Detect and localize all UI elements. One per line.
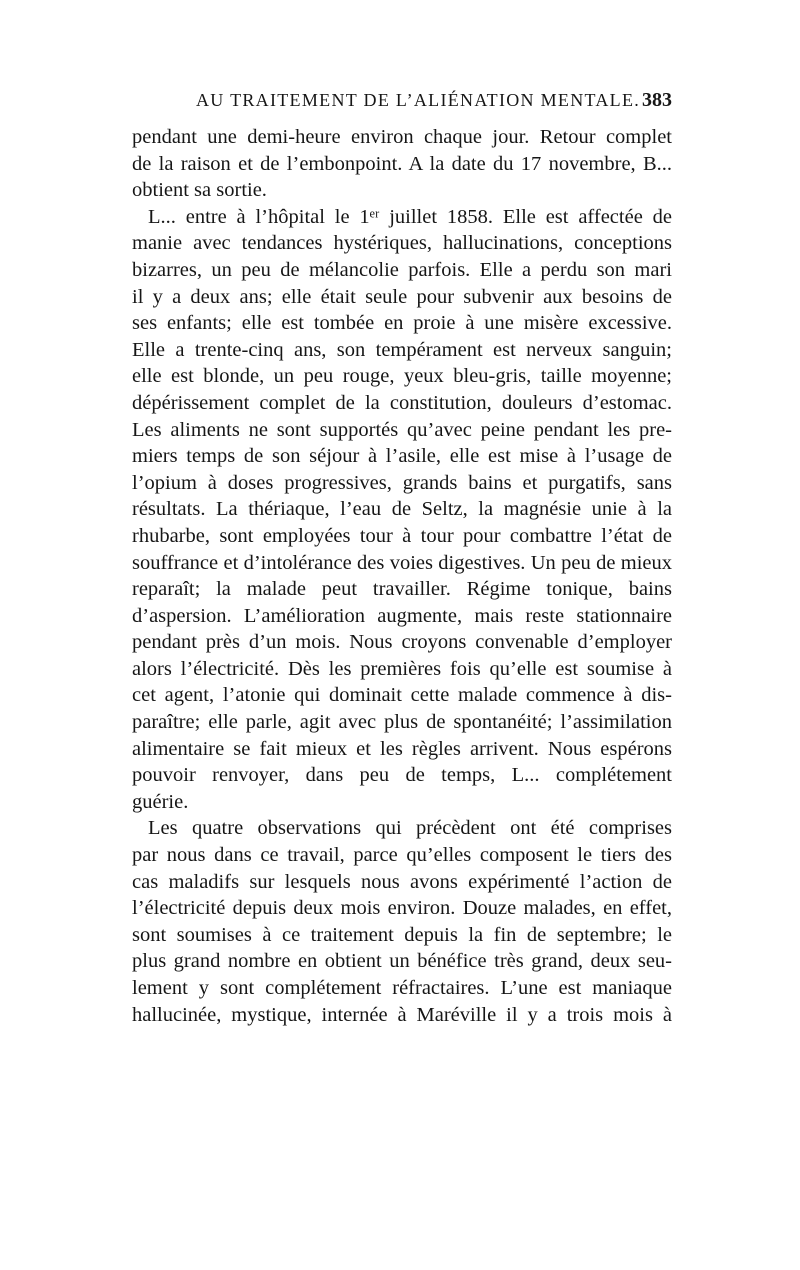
text-line: il y a deux ans; elle était seule pour subvenir aux besoins de bbox=[132, 285, 672, 308]
text-line: cas maladifs sur lesquels nous avons expérimenté l’action de bbox=[132, 870, 672, 893]
text-line: plus grand nombre en obtient un bénéfice très grand, deux seu- bbox=[132, 950, 672, 973]
text-line: guérie. bbox=[132, 790, 189, 813]
text-line: reparaît; la malade peut travailler. Régime tonique, bains bbox=[132, 578, 672, 601]
text-line: souffrance et d’intolérance des voies digestives. Un peu de mieux bbox=[132, 551, 672, 574]
text-line: pendant une demi-heure environ chaque jour. Retour complet bbox=[132, 126, 672, 148]
text-line: par nous dans ce travail, parce qu’elles composent le tiers des bbox=[132, 844, 672, 867]
text-line: Les aliments ne sont supportés qu’avec peine pendant les pre- bbox=[132, 418, 672, 441]
page-header bbox=[132, 90, 672, 120]
text-line: hallucinée, mystique, internée à Maréville il y a trois mois à bbox=[132, 1003, 672, 1026]
text-line: manie avec tendances hystériques, hallucinations, conceptions bbox=[132, 232, 672, 255]
text-line: bizarres, un peu de mélancolie parfois. Elle a perdu son mari bbox=[132, 258, 672, 281]
body-text bbox=[132, 124, 672, 1028]
text-line: cet agent, l’atonie qui dominait cette malade commence à dis- bbox=[132, 684, 672, 707]
text-line: Elle a trente-cinq ans, son tempérament est nerveux sanguin; bbox=[132, 338, 672, 361]
text-line: rhubarbe, sont employées tour à tour pour combattre l’état de bbox=[132, 524, 672, 547]
text-line: sont soumises à ce traitement depuis la fin de septembre; le bbox=[132, 923, 672, 946]
running-title: AU TRAITEMENT DE L’ALIÉNATION MENTALE. bbox=[196, 90, 641, 110]
page-number: 383 bbox=[642, 89, 672, 111]
text-line: paraître; elle parle, agit avec plus de spontanéité; l’assimilation bbox=[132, 711, 672, 734]
text-line: obtient sa sortie. bbox=[132, 179, 267, 202]
text-line: dépérissement complet de la constitution, douleurs d’estomac. bbox=[132, 391, 672, 414]
text-line: de la raison et de l’embonpoint. A la date du 17 novembre, B... bbox=[132, 152, 672, 175]
text-line: lement y sont complétement réfractaires. L’une est maniaque bbox=[132, 977, 672, 999]
text-line: elle est blonde, un peu rouge, yeux bleu-gris, taille moyenne; bbox=[132, 365, 672, 388]
text-line: alimentaire se fait mieux et les règles arrivent. Nous espérons bbox=[132, 737, 672, 760]
text-line: l’électricité depuis deux mois environ. Douze malades, en effet, bbox=[132, 897, 672, 920]
text-line: pendant près d’un mois. Nous croyons convenable d’employer bbox=[132, 631, 672, 654]
text-line: pouvoir renvoyer, dans peu de temps, L... complétement bbox=[132, 764, 672, 787]
text-line: ses enfants; elle est tombée en proie à une misère excessive. bbox=[132, 312, 672, 335]
text-line: résultats. La thériaque, l’eau de Seltz, la magnésie unie à la bbox=[132, 498, 672, 521]
text-line: d’aspersion. L’amélioration augmente, mais reste stationnaire bbox=[132, 604, 672, 627]
text-line: l’opium à doses progressives, grands bains et purgatifs, sans bbox=[132, 471, 672, 494]
text-line: Les quatre observations qui précèdent ont été comprises bbox=[148, 817, 672, 840]
text-line: L... entre à l’hôpital le 1ᵉʳ juillet 1858. Elle est affectée de bbox=[148, 205, 672, 228]
text-line: alors l’électricité. Dès les premières fois qu’elle est soumise à bbox=[132, 657, 672, 680]
text-line: miers temps de son séjour à l’asile, elle est mise à l’usage de bbox=[132, 445, 672, 468]
